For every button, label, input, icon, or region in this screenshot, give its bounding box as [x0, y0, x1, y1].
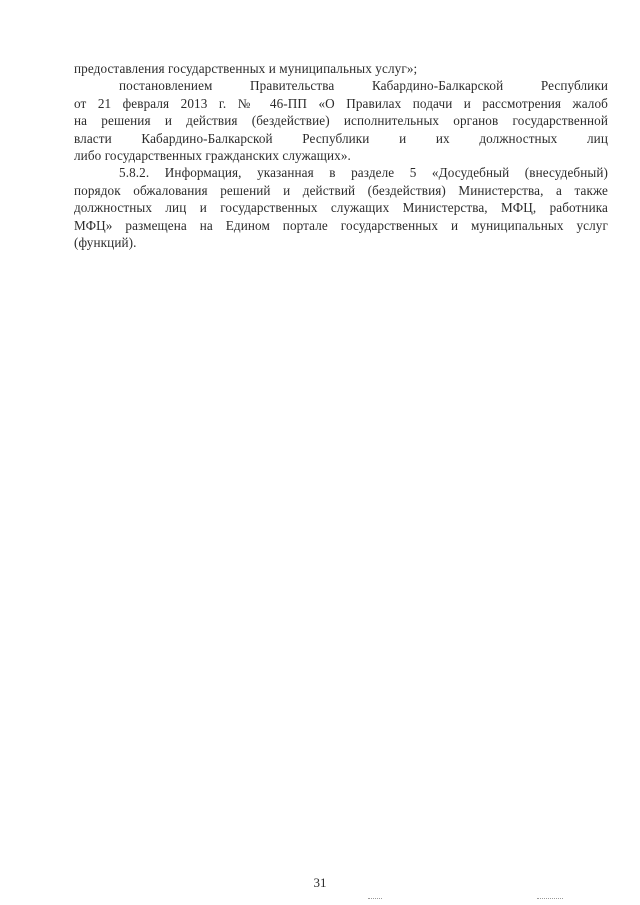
text-line: постановлением Правительства Кабардино-Балкарской Республики	[119, 78, 608, 94]
text-line: должностных лиц и государственных служащих Министерства, МФЦ, работника	[74, 200, 608, 216]
scan-artifact	[537, 898, 563, 900]
text-line: (функций).	[74, 235, 137, 251]
text-line: предоставления государственных и муниципальных услуг»;	[74, 61, 418, 76]
scan-artifact	[368, 898, 382, 900]
text-line: 5.8.2. Информация, указанная в разделе 5 «Досудебный (внесудебный)	[119, 165, 608, 181]
text-line: на решения и действия (бездействие) исполнительных органов государственной	[74, 113, 608, 129]
document-body	[74, 60, 608, 251]
text-line: порядок обжалования решений и действий (бездействия) Министерства, а также	[74, 182, 608, 198]
text-line: от 21 февраля 2013 г. № 46-ПП «О Правилах подачи и рассмотрения жалоб	[74, 95, 608, 111]
text-line: либо государственных гражданских служащих».	[74, 148, 351, 164]
text-line: власти Кабардино-Балкарской Республики и их должностных лиц	[74, 130, 608, 146]
page-number: 31	[313, 875, 327, 890]
text-line: МФЦ» размещена на Едином портале государственных и муниципальных услуг	[74, 217, 608, 233]
